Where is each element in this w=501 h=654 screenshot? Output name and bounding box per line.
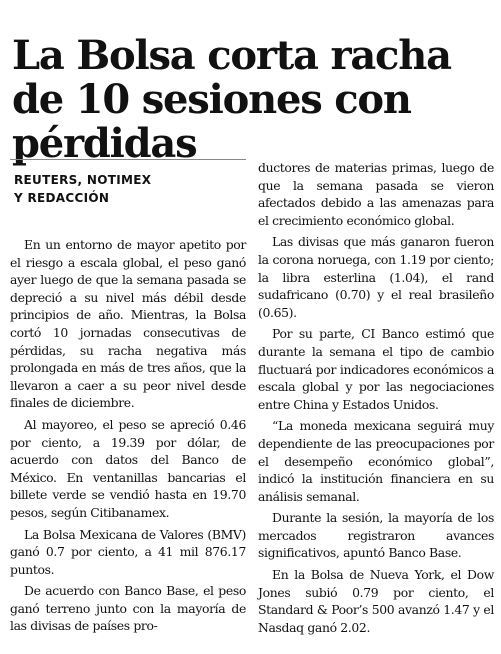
article-paragraph: En un entorno de mayor apetito por el riesgo a escala global, el peso ganó ayer luego de que la semana pasada se depreció a su nivel más débil desde principios de año. Mientras, la Bolsa cortó 10 jornadas consecutivas de pérdidas, su racha negativa más prolongada en más de tres años, que la llevaron a caer a su peor nivel desde finales de diciembre. [10, 237, 246, 411]
article-paragraph: La Bolsa Mexicana de Valores (BMV) ganó 0.7 por ciento, a 41 mil 876.17 puntos. [10, 526, 246, 577]
article-paragraph: Al mayoreo, el peso se apreció 0.46 por ciento, a 19.39 por dólar, de acuerdo con datos del Banco de México. En ventanillas bancarias el billete verde se vendió hasta en 19.70 pesos, según Citibanamex. [10, 416, 246, 520]
article-paragraph: En la Bolsa de Nueva York, el Dow Jones subió 0.79 por ciento, el Standard & Poor’s 500 avanzó 1.47 y el Nasdaq ganó 2.02. [258, 567, 494, 635]
byline-agencies: REUTERS, NOTIMEX [14, 173, 152, 187]
article-paragraph-continuation: ductores de materias primas, luego de que la semana pasada se vieron afectados debido a las amenazas para el crecimiento económico global. [258, 160, 494, 228]
article-column-2 [258, 159, 494, 640]
article-paragraph: De acuerdo con Banco Base, el peso ganó terreno junto con la mayoría de las divisas de países pro- [10, 583, 246, 634]
byline-newsroom: Y REDACCIÓN [14, 191, 110, 205]
article-paragraph: Durante la sesión, la mayoría de los mercados registraron avances significativos, apuntó Banco Base. [258, 510, 494, 561]
article-byline [14, 171, 244, 207]
article-paragraph: Las divisas que más ganaron fueron la corona noruega, con 1.19 por ciento; la libra esterlina (1.04), el rand sudafricano (0.70) y el real brasileño (0.65). [258, 234, 494, 320]
article-paragraph: “La moneda mexicana seguirá muy dependiente de las preocupaciones por el desempeño económico global”, indicó la institución financiera en su análisis semanal. [258, 418, 494, 504]
byline-rule [10, 159, 246, 160]
article-column-1 [10, 236, 246, 639]
article-paragraph: Por su parte, CI Banco estimó que durante la semana el tipo de cambio fluctuará por indicadores económicos a escala global y por las negociaciones entre China y Estados Unidos. [258, 326, 494, 412]
article-headline: La Bolsa corta racha de 10 sesiones con pérdidas [12, 32, 451, 167]
